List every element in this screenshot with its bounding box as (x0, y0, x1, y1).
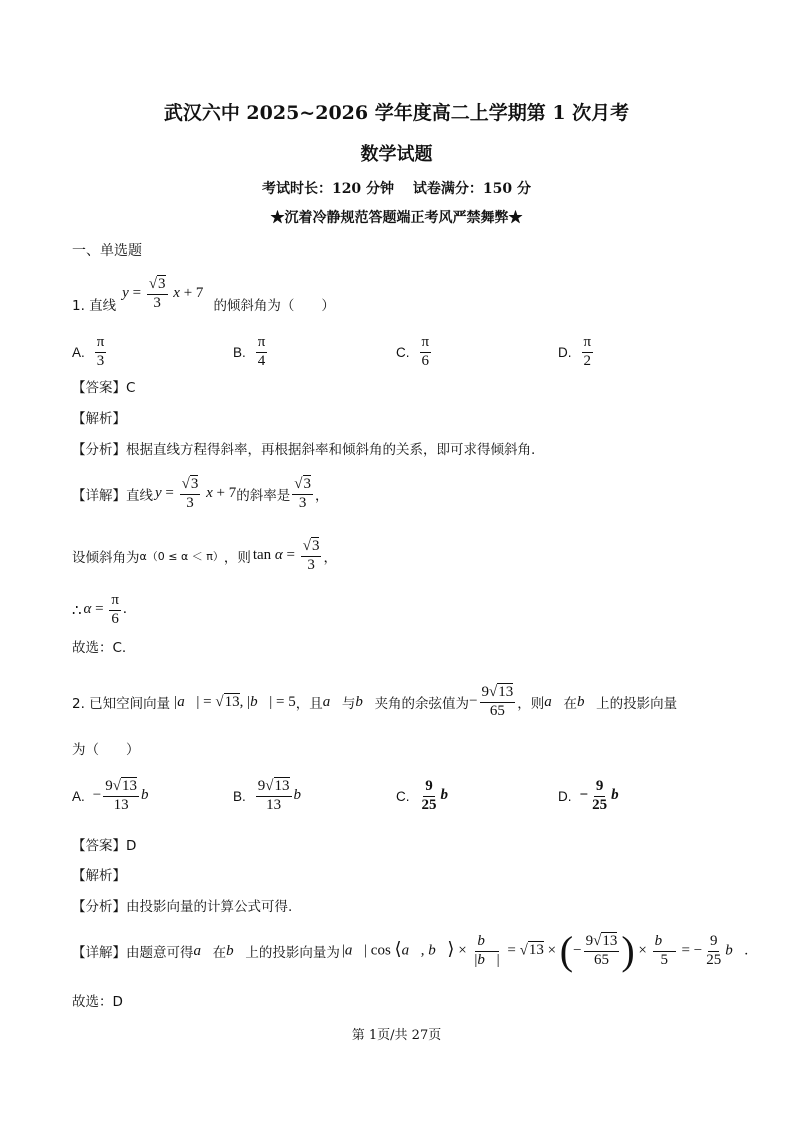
exam-motto: ★沉着冷静规范答题端正考风严禁舞弊★ (270, 210, 523, 226)
q1-set-angle: 设倾斜角为 α（0 ≤ α ＜ π） ，则 tan α = $\frac{√3}{3}$ ， (72, 538, 337, 573)
q2-projection-formula: |a⃗| cos ⟨a⃗, b⃗⟩ × $\frac{b⃗}{|b⃗|}$ = √13 × (− $\frac{9√13}{65}$ ) × $\frac{b⃗}{5}$ = − $\frac{9}{25}$ b⃗. (341, 928, 749, 973)
q2-magnitudes: |a⃗| = √13, |b⃗| = 5 (174, 693, 296, 710)
q1-therefore: ∴ α = $\frac{\pi}{6}$ . (72, 592, 127, 627)
q1-detail: 【详解】直线 y = $\frac{√3}{3}$ x + 7 的斜率是 $\frac{√3}{3}$ ， (72, 476, 329, 511)
q2-choose: 故选：D (72, 994, 123, 1010)
q1-choose: 故选：C. (72, 640, 127, 656)
q1-answer: 【答案】C (72, 380, 136, 396)
section-title: 一、单选题 (72, 243, 142, 259)
q1-fenxi: 【分析】根据直线方程得斜率，再根据斜率和倾斜角的关系，即可求得倾斜角. (72, 442, 536, 458)
q2-fenxi: 【分析】由投影向量的计算公式可得. (72, 899, 293, 915)
q1-option-b: B. $\frac{\pi}{4}$ (233, 334, 266, 369)
exam-info: 考试时长：120 分钟 试卷满分：150 分 (261, 181, 532, 197)
q2-stem-line2: 为（ ） (72, 742, 140, 758)
q1-option-d: D. $\frac{\pi}{2}$ (558, 334, 592, 369)
q1-analysis-head: 【解析】 (72, 411, 126, 427)
q1-option-c: C. $\frac{\pi}{6}$ (396, 334, 430, 369)
q2-option-d: D. − $\frac{9}{25}$ b⃗ (558, 778, 631, 813)
q2-analysis-head: 【解析】 (72, 868, 126, 884)
q1-option-a: A. $\frac{\pi}{3}$ (72, 334, 105, 369)
page-number: 第 1页/共 27页 (351, 1028, 442, 1043)
q1-number: 1. 直线 (72, 298, 117, 314)
q2-option-c: C. $\frac{9}{25}$ b⃗ (396, 778, 460, 813)
q2-detail: 【详解】由题意可得 a⃗ 在 b⃗ 上的投影向量为 |a⃗| cos ⟨a⃗, b⃗⟩ × $\frac{b⃗}{|b⃗|}$ = √13 × (− $\frac{9√13}{65}$ ) × $\frac{b⃗}{5}$ = − $\frac{9}{25}$ b⃗. (72, 928, 749, 973)
q2-stem: 2. 已知空间向量 |a⃗| = √13, |b⃗| = 5 ，且 a⃗ 与 b⃗ 夹角的余弦值为 − $\frac{9√13}{65}$ ，则 a⃗ 在 b⃗ 上的投影向量 (72, 684, 678, 719)
q2-option-a: A. − $\frac{9√13}{13}$ b⃗ (72, 778, 161, 813)
q2-answer: 【答案】D (72, 838, 137, 854)
q2-option-b: B. $\frac{9√13}{13}$ b⃗ (233, 778, 313, 813)
q1-stem (72, 276, 335, 324)
q1-line-equation: y = $\frac{√3}{3}$ x + 7 (122, 276, 204, 311)
exam-title: 武汉六中 2025~2026 学年度高二上学期第 1 次月考 (163, 102, 630, 124)
exam-subtitle: 数学试题 (360, 144, 433, 165)
q2-cosine-value: − $\frac{9√13}{65}$ (469, 684, 514, 719)
q1-suffix: 的倾斜角为（ ） (213, 298, 335, 314)
